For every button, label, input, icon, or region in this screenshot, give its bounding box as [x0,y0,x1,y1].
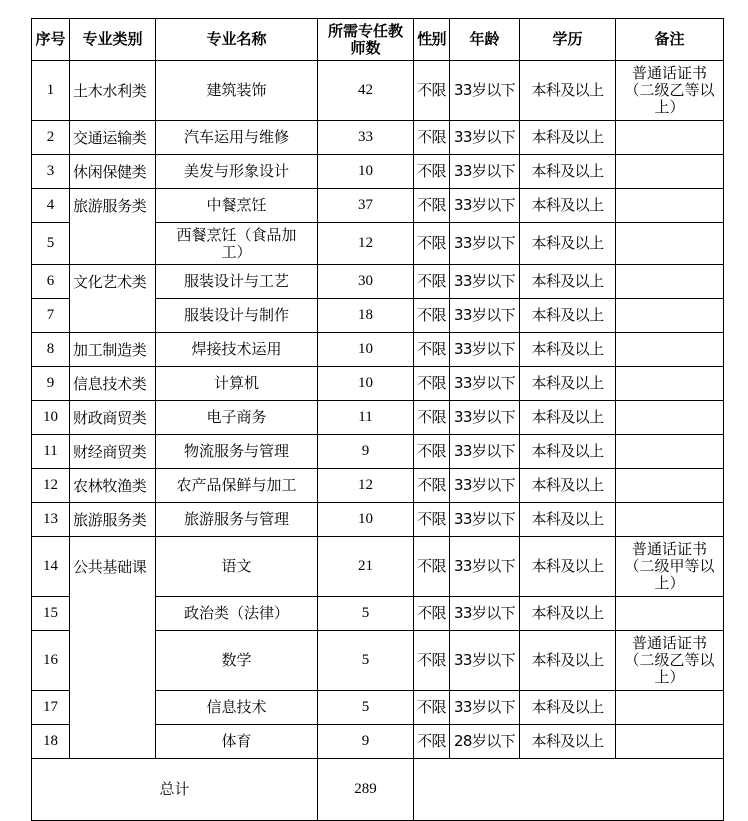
row-teachers: 42 [318,61,414,121]
table-row [32,61,724,121]
row-remarks [616,503,724,537]
row-education: 本科及以上 [520,155,616,189]
row-gender: 不限 [414,725,450,759]
table-row [32,333,724,367]
row-no: 15 [32,597,70,631]
row-category: 旅游服务类 [70,189,156,265]
row-no: 17 [32,691,70,725]
table-row [32,537,724,597]
row-teachers: 12 [318,469,414,503]
row-teachers: 10 [318,333,414,367]
row-major: 数学 [156,631,318,691]
row-teachers: 37 [318,189,414,223]
row-gender: 不限 [414,189,450,223]
row-education: 本科及以上 [520,597,616,631]
row-education: 本科及以上 [520,401,616,435]
row-no: 13 [32,503,70,537]
row-no: 10 [32,401,70,435]
row-gender: 不限 [414,597,450,631]
row-age: 33岁以下 [450,155,520,189]
header-major: 专业名称 [156,19,318,61]
row-teachers: 10 [318,367,414,401]
row-age: 33岁以下 [450,537,520,597]
table-row [32,265,724,299]
row-gender: 不限 [414,155,450,189]
table-row [32,401,724,435]
row-education: 本科及以上 [520,121,616,155]
row-age: 33岁以下 [450,121,520,155]
row-age: 33岁以下 [450,265,520,299]
row-major: 服装设计与制作 [156,299,318,333]
row-no: 1 [32,61,70,121]
row-teachers: 11 [318,401,414,435]
row-teachers: 18 [318,299,414,333]
row-no: 5 [32,223,70,265]
row-teachers: 9 [318,435,414,469]
row-teachers: 12 [318,223,414,265]
row-remarks [616,223,724,265]
header-education: 学历 [520,19,616,61]
row-remarks: 普通话证书（二级甲等以上） [616,537,724,597]
row-age: 33岁以下 [450,189,520,223]
row-remarks [616,155,724,189]
row-major: 焊接技术运用 [156,333,318,367]
row-remarks [616,333,724,367]
row-gender: 不限 [414,469,450,503]
table-row [32,469,724,503]
row-remarks [616,265,724,299]
table-row [32,155,724,189]
row-no: 12 [32,469,70,503]
row-teachers: 10 [318,503,414,537]
table-row [32,435,724,469]
row-education: 本科及以上 [520,299,616,333]
row-teachers: 33 [318,121,414,155]
row-teachers: 5 [318,691,414,725]
row-category: 公共基础课 [70,537,156,759]
row-age: 33岁以下 [450,631,520,691]
row-remarks [616,401,724,435]
row-age: 33岁以下 [450,61,520,121]
row-education: 本科及以上 [520,435,616,469]
row-major: 信息技术 [156,691,318,725]
row-age: 33岁以下 [450,691,520,725]
row-no: 14 [32,537,70,597]
row-education: 本科及以上 [520,725,616,759]
header-no: 序号 [32,19,70,61]
row-major: 西餐烹饪（食品加工） [156,223,318,265]
table-body [32,61,724,759]
header-teachers: 所需专任教师数 [318,19,414,61]
row-age: 33岁以下 [450,223,520,265]
row-category: 交通运输类 [70,121,156,155]
row-age: 33岁以下 [450,597,520,631]
row-age: 33岁以下 [450,299,520,333]
row-category: 文化艺术类 [70,265,156,333]
row-gender: 不限 [414,435,450,469]
row-education: 本科及以上 [520,61,616,121]
header-age: 年龄 [450,19,520,61]
row-education: 本科及以上 [520,631,616,691]
row-no: 16 [32,631,70,691]
header-category: 专业类别 [70,19,156,61]
row-age: 33岁以下 [450,503,520,537]
row-age: 33岁以下 [450,401,520,435]
row-no: 8 [32,333,70,367]
header-row [32,19,724,61]
row-major: 服装设计与工艺 [156,265,318,299]
row-no: 7 [32,299,70,333]
row-teachers: 5 [318,631,414,691]
row-gender: 不限 [414,367,450,401]
row-gender: 不限 [414,121,450,155]
row-education: 本科及以上 [520,537,616,597]
row-no: 6 [32,265,70,299]
row-no: 18 [32,725,70,759]
row-education: 本科及以上 [520,691,616,725]
row-category: 财经商贸类 [70,435,156,469]
row-education: 本科及以上 [520,265,616,299]
row-remarks [616,121,724,155]
table-row [32,367,724,401]
row-gender: 不限 [414,333,450,367]
row-gender: 不限 [414,401,450,435]
row-no: 2 [32,121,70,155]
row-major: 体育 [156,725,318,759]
row-category: 信息技术类 [70,367,156,401]
total-label: 总计 [32,759,318,821]
row-major: 建筑装饰 [156,61,318,121]
row-gender: 不限 [414,631,450,691]
row-major: 计算机 [156,367,318,401]
row-teachers: 21 [318,537,414,597]
total-empty-cell [414,759,724,821]
row-gender: 不限 [414,503,450,537]
recruitment-table [31,18,724,821]
row-category: 休闲保健类 [70,155,156,189]
row-major: 电子商务 [156,401,318,435]
row-age: 33岁以下 [450,333,520,367]
row-remarks [616,725,724,759]
row-no: 11 [32,435,70,469]
header-remarks: 备注 [616,19,724,61]
row-remarks [616,299,724,333]
total-row [32,759,724,821]
row-gender: 不限 [414,61,450,121]
row-remarks: 普通话证书（二级乙等以上） [616,631,724,691]
header-gender: 性别 [414,19,450,61]
row-education: 本科及以上 [520,469,616,503]
row-remarks [616,189,724,223]
row-major: 农产品保鲜与加工 [156,469,318,503]
row-remarks [616,435,724,469]
row-remarks [616,367,724,401]
row-no: 3 [32,155,70,189]
row-major: 汽车运用与维修 [156,121,318,155]
row-education: 本科及以上 [520,503,616,537]
table-row [32,503,724,537]
row-education: 本科及以上 [520,333,616,367]
row-major: 美发与形象设计 [156,155,318,189]
row-age: 33岁以下 [450,435,520,469]
row-category: 旅游服务类 [70,503,156,537]
row-teachers: 10 [318,155,414,189]
row-no: 4 [32,189,70,223]
row-gender: 不限 [414,691,450,725]
row-category: 土木水利类 [70,61,156,121]
row-major: 物流服务与管理 [156,435,318,469]
table-row [32,121,724,155]
row-teachers: 30 [318,265,414,299]
row-education: 本科及以上 [520,367,616,401]
row-teachers: 9 [318,725,414,759]
row-remarks [616,691,724,725]
table-row [32,189,724,223]
row-gender: 不限 [414,265,450,299]
total-value: 289 [318,759,414,821]
row-age: 28岁以下 [450,725,520,759]
row-education: 本科及以上 [520,189,616,223]
row-major: 语文 [156,537,318,597]
row-gender: 不限 [414,223,450,265]
row-no: 9 [32,367,70,401]
row-age: 33岁以下 [450,469,520,503]
row-education: 本科及以上 [520,223,616,265]
row-age: 33岁以下 [450,367,520,401]
row-major: 中餐烹饪 [156,189,318,223]
row-major: 旅游服务与管理 [156,503,318,537]
row-remarks [616,597,724,631]
row-category: 农林牧渔类 [70,469,156,503]
row-remarks [616,469,724,503]
row-major: 政治类（法律） [156,597,318,631]
row-remarks: 普通话证书（二级乙等以上） [616,61,724,121]
row-teachers: 5 [318,597,414,631]
row-category: 加工制造类 [70,333,156,367]
row-gender: 不限 [414,537,450,597]
row-gender: 不限 [414,299,450,333]
row-category: 财政商贸类 [70,401,156,435]
